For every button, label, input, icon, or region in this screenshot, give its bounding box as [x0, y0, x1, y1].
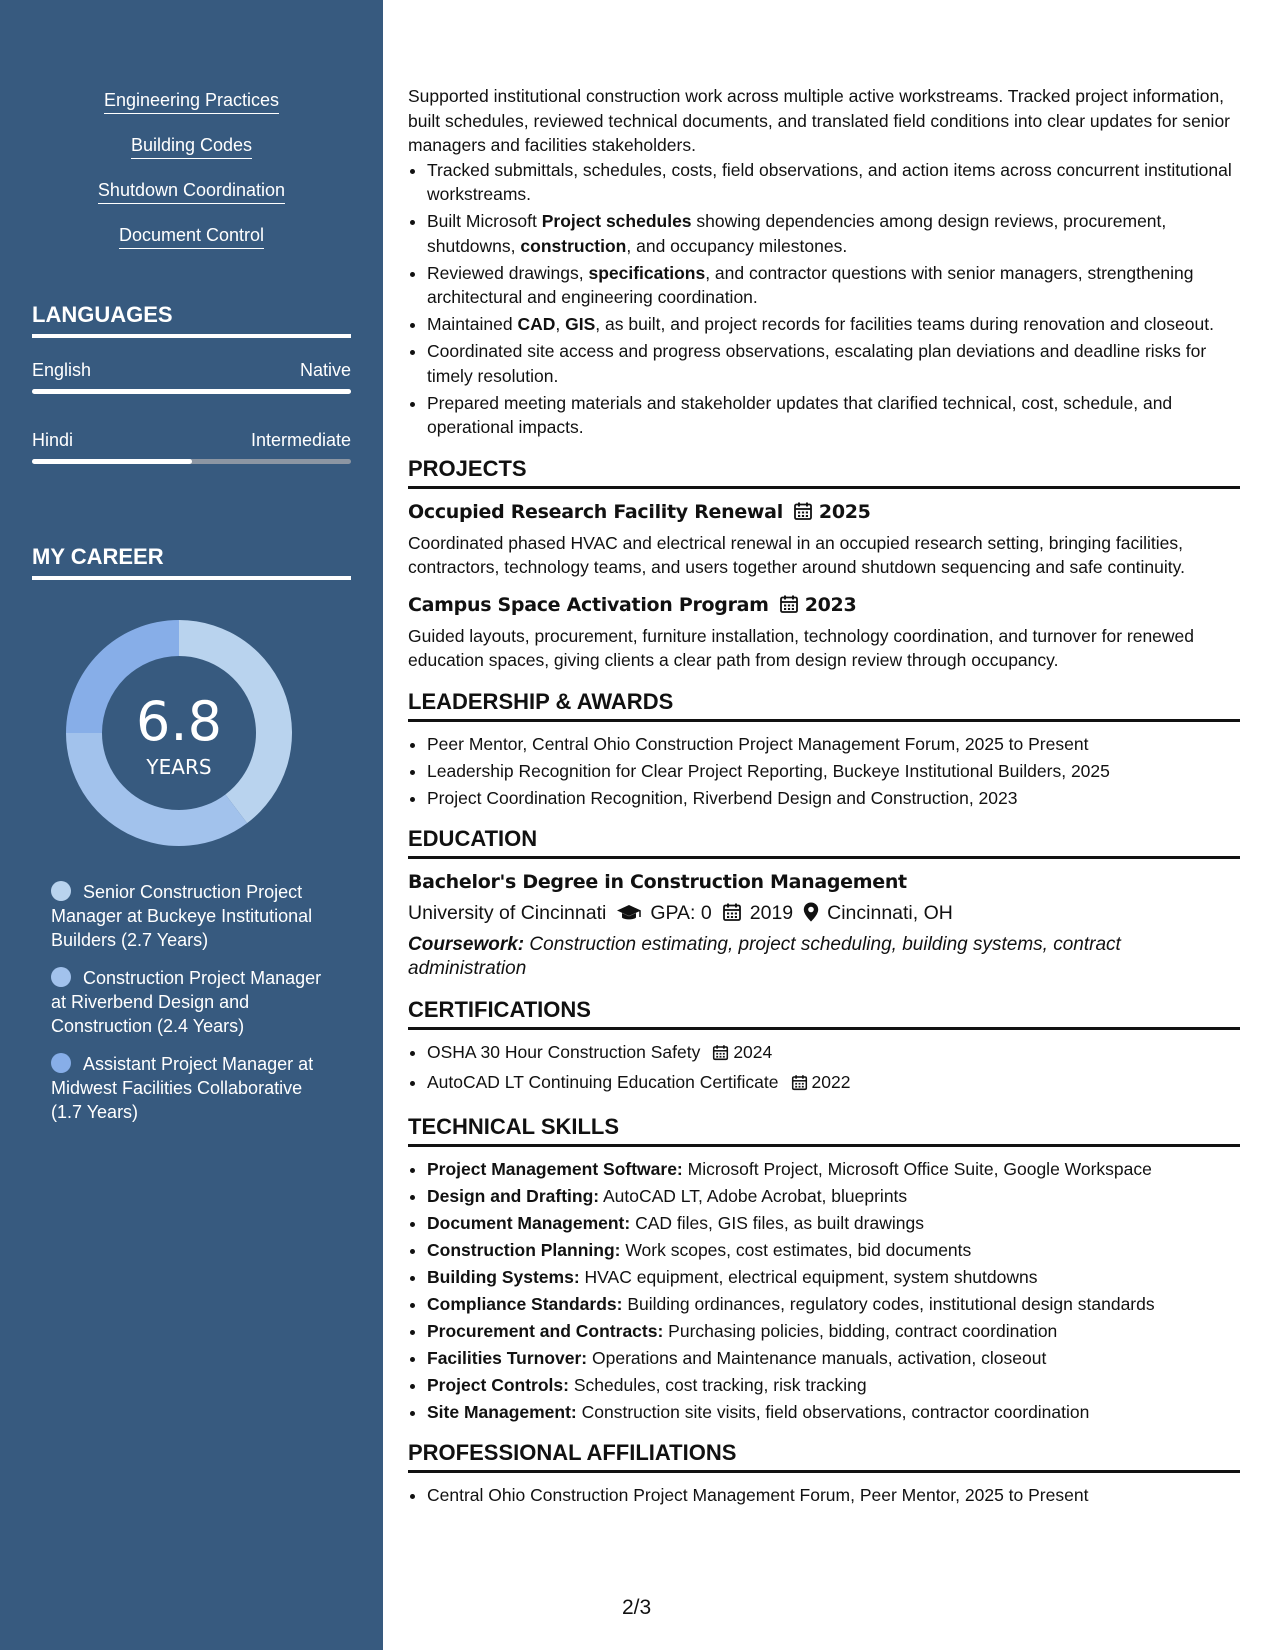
- skill-values: Schedules, cost tracking, risk tracking: [573, 1374, 867, 1395]
- language-proficiency-fill: [32, 459, 192, 464]
- calendar-icon: [722, 902, 742, 929]
- experience-bullet-text: specifications: [588, 262, 706, 283]
- experience-bullet: [427, 209, 1240, 258]
- career-legend-dot: [51, 967, 71, 987]
- project-title: Campus Space Activation Program: [408, 593, 769, 616]
- certification-name: OSHA 30 Hour Construction Safety: [427, 1042, 701, 1062]
- project-item: [408, 592, 1240, 673]
- technical-skill-item: [427, 1400, 1240, 1425]
- career-item: [51, 1052, 336, 1124]
- certification-year: 2022: [811, 1072, 851, 1092]
- certification-year: 2024: [733, 1042, 773, 1062]
- technical-skill-item: [427, 1319, 1240, 1344]
- language-level: Native: [299, 360, 351, 380]
- language-proficiency-bar-hindi: [32, 459, 351, 464]
- skill-link-building-codes[interactable]: [0, 134, 383, 159]
- project-title: Occupied Research Facility Renewal: [408, 500, 783, 523]
- technical-skill-item: [427, 1238, 1240, 1263]
- coursework-text: Construction estimating, project scheduling, building systems, contract administration: [408, 934, 1121, 979]
- career-total-unit: YEARS: [146, 755, 212, 779]
- career-heading: MY CAREER: [32, 544, 351, 580]
- experience-bullet: [427, 312, 1240, 337]
- skill-category: Building Systems:: [427, 1266, 580, 1287]
- skill-link-document-control[interactable]: [0, 224, 383, 249]
- experience-bullet-text: ,: [555, 314, 566, 334]
- skill-label[interactable]: Document Control: [119, 224, 264, 249]
- language-name: Hindi: [32, 430, 74, 450]
- section-title-projects: PROJECTS: [408, 456, 1240, 489]
- skill-label[interactable]: Building Codes: [131, 134, 252, 159]
- experience-bullets: [408, 158, 1240, 440]
- skill-values: Building ordinances, regulatory codes, institutional design standards: [627, 1293, 1155, 1314]
- career-legend-dot: [51, 1053, 71, 1073]
- section-title-education: EDUCATION: [408, 826, 1240, 859]
- project-item: [408, 499, 1240, 580]
- skill-link-shutdown-coordination[interactable]: [0, 179, 383, 204]
- skill-label[interactable]: Shutdown Coordination: [98, 179, 285, 204]
- section-title-leadership: LEADERSHIP & AWARDS: [408, 689, 1240, 722]
- skill-link-engineering-practices[interactable]: [0, 89, 383, 114]
- certification-item: [427, 1070, 1240, 1098]
- experience-bullet-text: , and contractor questions with senior managers, strengthening architectural and engineering coordination.: [427, 262, 1194, 307]
- experience-bullet-text: Prepared meeting materials and stakeholder updates that clarified technical, cost, schedule, and operational impacts.: [427, 392, 1173, 437]
- section-title-certifications: CERTIFICATIONS: [408, 997, 1240, 1030]
- experience-bullet-text: Built Microsoft: [427, 211, 542, 231]
- experience-bullet-text: Project schedules: [541, 211, 692, 231]
- experience-bullet-text: Maintained: [427, 314, 518, 334]
- experience-bullet-text: , and occupancy milestones.: [626, 235, 848, 256]
- skill-category: Project Controls:: [427, 1374, 569, 1395]
- leadership-item: • Peer Mentor, Central Ohio Construction Project Management Forum, 2025 to Present: [427, 732, 1240, 757]
- career-item-text: Construction Project Manager at Riverbend Design and Construction (2.4 Years): [51, 968, 322, 1036]
- experience-bullet-text: Reviewed drawings,: [427, 262, 589, 283]
- skill-values: Construction site visits, field observations, contractor coordination: [581, 1401, 1090, 1422]
- section-title-technical-skills: TECHNICAL SKILLS: [408, 1114, 1240, 1147]
- affiliations-list: [408, 1483, 1240, 1508]
- career-item: [51, 880, 336, 952]
- skill-category: Document Management:: [427, 1212, 631, 1233]
- experience-bullet: [427, 158, 1240, 207]
- language-proficiency-bar-english: [32, 389, 351, 394]
- language-proficiency-fill: [32, 389, 351, 394]
- technical-skills-list: [408, 1157, 1240, 1425]
- graduation-cap-icon: [616, 902, 642, 929]
- education-degree: Bachelor's Degree in Construction Management: [408, 871, 907, 893]
- calendar-icon: [793, 501, 813, 528]
- project-year: 2025: [818, 500, 871, 523]
- experience-bullet-text: , as built, and project records for facilities teams during renovation and closeout.: [595, 314, 1214, 334]
- technical-skill-item: [427, 1184, 1240, 1209]
- project-year: 2023: [804, 593, 857, 616]
- experience-bullet-text: CAD: [517, 314, 556, 334]
- affiliation-item: • Central Ohio Construction Project Management Forum, Peer Mentor, 2025 to Present: [427, 1483, 1240, 1508]
- experience-bullet: [427, 339, 1240, 388]
- skill-label[interactable]: Engineering Practices: [104, 89, 279, 114]
- education-year: 2019: [749, 902, 794, 924]
- career-donut-chart: [64, 618, 294, 848]
- technical-skill-item: [427, 1211, 1240, 1236]
- technical-skill-item: [427, 1373, 1240, 1398]
- experience-summary: Supported institutional construction work across multiple active workstreams. Tracked project information, built schedules, reviewed technical documents, and translated field conditions into clear updates for senior managers and facilities stakeholders.: [408, 86, 1231, 155]
- language-name: English: [32, 360, 92, 380]
- skill-category: Facilities Turnover:: [427, 1347, 588, 1368]
- experience-bullet: [427, 391, 1240, 440]
- career-item-text: Assistant Project Manager at Midwest Facilities Collaborative (1.7 Years): [51, 1054, 314, 1122]
- skill-values: CAD files, GIS files, as built drawings: [635, 1212, 924, 1233]
- education-coursework: [408, 933, 1240, 981]
- technical-skill-item: [427, 1157, 1240, 1182]
- skill-category: Design and Drafting:: [427, 1185, 600, 1206]
- main-content: [408, 84, 1240, 1510]
- project-description: Coordinated phased HVAC and electrical renewal in an occupied research setting, bringing facilities, contractors, technology teams, and users together around shutdown sequencing and safe continuity.: [408, 532, 1185, 577]
- career-item-text: Senior Construction Project Manager at Buckeye Institutional Builders (2.7 Years): [51, 882, 313, 950]
- experience-bullet-text: Tracked submittals, schedules, costs, field observations, and action items across concurrent institutional workstreams.: [427, 159, 1232, 204]
- section-title-affiliations: PROFESSIONAL AFFILIATIONS: [408, 1440, 1240, 1473]
- technical-skill-item: [427, 1292, 1240, 1317]
- experience-bullet-text: construction: [520, 235, 627, 256]
- skill-values: AutoCAD LT, Adobe Acrobat, blueprints: [603, 1185, 908, 1206]
- language-row-english: [32, 359, 351, 381]
- skill-category: Construction Planning:: [427, 1239, 621, 1260]
- skill-category: Procurement and Contracts:: [427, 1320, 664, 1341]
- skill-category: Site Management:: [427, 1401, 577, 1422]
- leadership-item: • Project Coordination Recognition, Riverbend Design and Construction, 2023: [427, 786, 1240, 811]
- skill-values: HVAC equipment, electrical equipment, system shutdowns: [584, 1266, 1038, 1287]
- location-pin-icon: [803, 902, 819, 929]
- career-total-years: 6.8: [136, 690, 222, 753]
- experience-bullet-text: GIS: [565, 314, 596, 334]
- career-item: [51, 966, 336, 1038]
- language-row-hindi: [32, 429, 351, 451]
- career-legend-dot: [51, 881, 71, 901]
- experience-bullet-text: showing dependencies among design reviews, procurement, shutdowns,: [427, 211, 1167, 256]
- certification-name: AutoCAD LT Continuing Education Certificate: [427, 1072, 779, 1092]
- skill-values: Work scopes, cost estimates, bid documents: [625, 1239, 972, 1260]
- languages-heading: LANGUAGES: [32, 302, 351, 338]
- education-location: Cincinnati, OH: [827, 902, 953, 924]
- technical-skill-item: [427, 1265, 1240, 1290]
- sidebar: [0, 0, 383, 1650]
- calendar-icon: [712, 1043, 729, 1068]
- experience-bullet: [427, 261, 1240, 310]
- coursework-label: Coursework:: [408, 934, 525, 955]
- skill-values: Microsoft Project, Microsoft Office Suite, Google Workspace: [687, 1158, 1152, 1179]
- skill-category: Project Management Software:: [427, 1158, 683, 1179]
- skill-category: Compliance Standards:: [427, 1293, 623, 1314]
- page-number: 2/3: [622, 1596, 652, 1619]
- language-level: Intermediate: [250, 430, 351, 450]
- education-school: University of Cincinnati: [408, 902, 607, 924]
- skill-values: Purchasing policies, bidding, contract coordination: [668, 1320, 1058, 1341]
- education-gpa: GPA: 0: [650, 902, 712, 924]
- certification-item: [427, 1040, 1240, 1068]
- calendar-icon: [779, 594, 799, 621]
- education-meta: [408, 900, 1240, 929]
- certification-list: [408, 1040, 1240, 1098]
- project-description: Guided layouts, procurement, furniture installation, technology coordination, and turnover for renewed education spaces, giving clients a clear path from design review through occupancy.: [408, 625, 1195, 670]
- skill-values: Operations and Maintenance manuals, activation, closeout: [592, 1347, 1047, 1368]
- calendar-icon: [791, 1073, 808, 1098]
- leadership-item: • Leadership Recognition for Clear Project Reporting, Buckeye Institutional Builders, 2025: [427, 759, 1240, 784]
- technical-skill-item: [427, 1346, 1240, 1371]
- leadership-list: [408, 732, 1240, 811]
- experience-bullet-text: Coordinated site access and progress observations, escalating plan deviations and deadline risks for timely resolution.: [427, 341, 1207, 386]
